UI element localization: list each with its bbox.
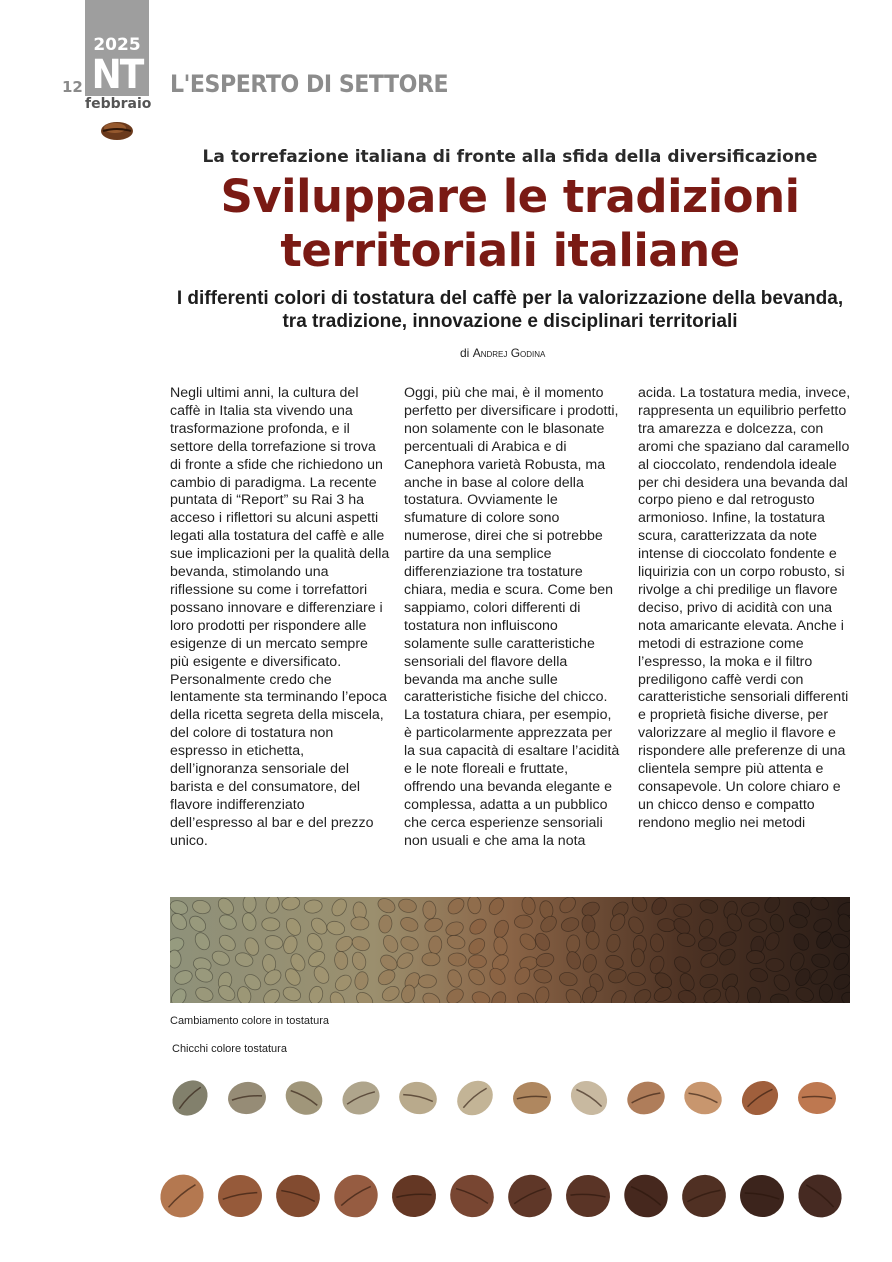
body-column-1: Negli ultimi anni, la cultura del caffè in Italia sta vivendo una trasformazione profonda, e il settore della torrefazione si trova di fronte a sfide che richiedono un cambio di paradigma. La recente puntata di “Report” su Rai 3 ha acceso i riflettori su alcuni aspetti legati alla tostatura del caffè e alle sue implicazioni per la qualità della bevanda, stimolando una riflessione su come i torrefattori possano innovare e differenziare i loro prodotti per rispondere alle esigenze di un mercato sempre più esigente e diversificato. Personalmente credo che lentamente sta terminando l’epoca della ricetta segreta della miscela, del colore di tostatura non espresso in etichetta, dell’ignoranza sensoriale del barista e del consumatore, del flavore indifferenziato dell’espresso al bar e del prezzo unico. — [170, 385, 390, 849]
body-column-3: acida. La tostatura media, invece, rappresenta un equilibrio perfetto tra amarezza e dolcezza, con aromi che spaziano dal caramello al cioccolato, rendendola ideale per chi desidera una bevanda dal corpo pieno e dal retrogusto armonioso. Infine, la tostatura scura, caratterizzata da note intense di cioccolato fondente e liquirizia con un corpo robusto, si rivolge a chi predilige un flavore deciso, privo di acidità con una nota amaricante elevata. Anche i metodi di estrazione come l’espresso, la moka e il filtro prediligono caffè verdi con caratteristiche sensoriali differenti e proprietà fisiche diverse, per valorizzare al meglio il flavore e rispondere alle preferenze di una clientela sempre più attenta e consapevole. Un colore chiaro e un chicco denso e compatto rendono meglio nei metodi — [638, 385, 851, 831]
section-title: L'ESPERTO DI SETTORE — [170, 70, 449, 98]
subtitle-line-1: I differenti colori di tostatura del caffè per la valorizzazione della bevanda, — [176, 288, 844, 309]
strip-caption: Cambiamento colore in tostatura — [170, 1015, 329, 1027]
title-line-2: territoriali italiane — [280, 224, 740, 277]
coffee-bean — [676, 1169, 731, 1223]
coffee-bean — [391, 1174, 438, 1219]
coffee-bean — [564, 1074, 613, 1122]
issue-month: febbraio — [85, 96, 152, 112]
magazine-logo: NT — [91, 52, 143, 98]
coffee-bean — [790, 1166, 851, 1226]
coffee-bean — [396, 1078, 440, 1118]
page-number: 12 — [62, 78, 83, 96]
strip-bean — [418, 974, 436, 988]
strip-bean — [243, 897, 256, 913]
author-name: Andrej Godina — [472, 346, 546, 360]
coffee-bean — [443, 1168, 501, 1225]
article-subtitle — [150, 287, 870, 333]
coffee-beans-sequence-image — [150, 1058, 880, 1238]
coffee-bean — [165, 1073, 214, 1122]
coffee-bean — [226, 1080, 268, 1117]
coffee-bean — [337, 1076, 385, 1121]
strip-bean — [170, 950, 181, 968]
beans-caption: Chicchi colore tostatura — [172, 1043, 287, 1055]
byline — [460, 346, 545, 360]
coffee-bean — [623, 1077, 669, 1120]
coffee-bean — [214, 1171, 265, 1221]
coffee-bean — [501, 1167, 559, 1224]
coffee-bean — [152, 1166, 213, 1226]
coffee-bean — [680, 1077, 726, 1119]
coffee-bean — [616, 1167, 676, 1226]
strip-bean — [674, 904, 692, 917]
coffee-bean — [450, 1074, 500, 1123]
coffee-bean — [326, 1166, 386, 1225]
coffee-bean — [280, 1075, 329, 1121]
strip-bean — [262, 918, 280, 932]
coffee-bean — [737, 1171, 788, 1220]
body-column-2: Oggi, più che mai, è il momento perfetto per diversificare i prodotti, non solamente con le blasonate percentuali di Arabica e di Canephora varietà Robusta, ma anche in base al colore della tostatura. Ovviamente le sfumature di colore sono numerose, direi che si potrebbe partire da una semplice differenziazione tra tostature chiara, media e scura. Come ben sappiamo, colori differenti di tostatura non influiscono solamente sulle caratteristiche sensoriali del flavore della bevanda ma anche sulle caratteristiche fisiche del chicco. La tostatura chiara, per esempio, è particolarmente apprezzata per la sua capacità di esaltare l’acidità e le note floreali e fruttate, offrendo una bevanda elegante e complessa, adatta a un pubblico che cerca esperienze sensoriali non usuali e che ama la nota — [404, 385, 620, 849]
coffee-bean — [565, 1174, 611, 1218]
article-kicker: La torrefazione italiana di fronte alla sfida della diversificazione — [202, 147, 818, 167]
strip-bean — [422, 953, 440, 966]
coffee-bean-icon — [100, 118, 134, 142]
coffee-bean — [271, 1169, 326, 1223]
subtitle-line-2: tra tradizione, innovazione e disciplinari territoriali — [282, 311, 738, 332]
coffee-bean — [797, 1081, 836, 1114]
roast-color-strip-image — [170, 897, 850, 1003]
issue-year: 2025 — [93, 35, 141, 55]
coffee-bean — [735, 1074, 784, 1122]
coffee-bean — [512, 1081, 552, 1115]
title-line-1: Sviluppare le tradizioni — [220, 170, 800, 223]
byline-prefix: di — [460, 346, 473, 360]
article-title — [140, 170, 880, 278]
